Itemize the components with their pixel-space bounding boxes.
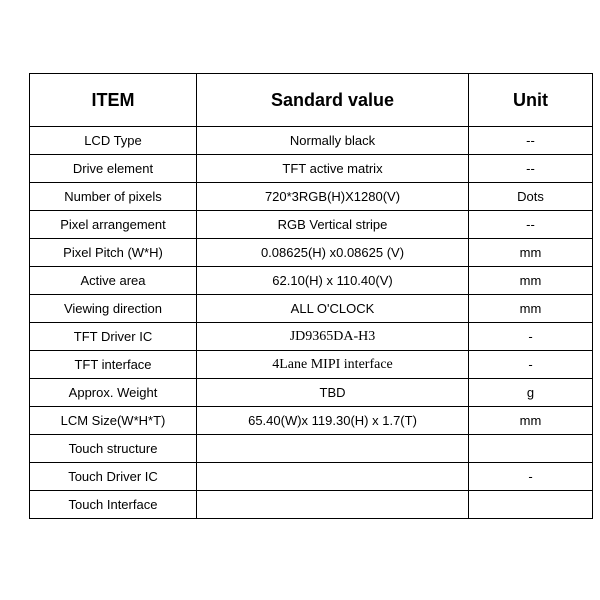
header-unit: Unit bbox=[469, 74, 593, 127]
table-row bbox=[30, 183, 593, 211]
row-unit bbox=[469, 435, 593, 463]
row-item: LCM Size(W*H*T) bbox=[30, 407, 197, 435]
table-row bbox=[30, 491, 593, 519]
row-value: ALL O'CLOCK bbox=[197, 295, 469, 323]
header-item: ITEM bbox=[30, 74, 197, 127]
row-unit: mm bbox=[469, 407, 593, 435]
row-value: JD9365DA-H3 bbox=[197, 323, 469, 351]
row-value bbox=[197, 491, 469, 519]
row-value bbox=[197, 463, 469, 491]
row-unit: - bbox=[469, 351, 593, 379]
row-unit: mm bbox=[469, 295, 593, 323]
header-value: Sandard value bbox=[197, 74, 469, 127]
row-unit: g bbox=[469, 379, 593, 407]
row-item: TFT interface bbox=[30, 351, 197, 379]
row-unit: Dots bbox=[469, 183, 593, 211]
row-item: Active area bbox=[30, 267, 197, 295]
row-item: Touch Driver IC bbox=[30, 463, 197, 491]
row-value: TBD bbox=[197, 379, 469, 407]
row-value: Normally black bbox=[197, 127, 469, 155]
table-row bbox=[30, 155, 593, 183]
row-unit: mm bbox=[469, 239, 593, 267]
row-unit: -- bbox=[469, 155, 593, 183]
row-value: RGB Vertical stripe bbox=[197, 211, 469, 239]
spec-table bbox=[29, 73, 593, 519]
row-item: LCD Type bbox=[30, 127, 197, 155]
header-row bbox=[30, 74, 593, 127]
table-row bbox=[30, 211, 593, 239]
row-value: 4Lane MIPI interface bbox=[197, 351, 469, 379]
row-value: 65.40(W)x 119.30(H) x 1.7(T) bbox=[197, 407, 469, 435]
row-unit: -- bbox=[469, 127, 593, 155]
row-value: 720*3RGB(H)X1280(V) bbox=[197, 183, 469, 211]
row-item: Pixel arrangement bbox=[30, 211, 197, 239]
row-item: Number of pixels bbox=[30, 183, 197, 211]
row-item: Drive element bbox=[30, 155, 197, 183]
row-item: Touch structure bbox=[30, 435, 197, 463]
table-row bbox=[30, 295, 593, 323]
row-unit bbox=[469, 491, 593, 519]
row-value: TFT active matrix bbox=[197, 155, 469, 183]
row-value: 0.08625(H) x0.08625 (V) bbox=[197, 239, 469, 267]
table-row bbox=[30, 323, 593, 351]
row-item: TFT Driver IC bbox=[30, 323, 197, 351]
row-value bbox=[197, 435, 469, 463]
row-item: Touch Interface bbox=[30, 491, 197, 519]
row-unit: mm bbox=[469, 267, 593, 295]
table-row bbox=[30, 267, 593, 295]
table-row bbox=[30, 351, 593, 379]
row-item: Pixel Pitch (W*H) bbox=[30, 239, 197, 267]
row-value: 62.10(H) x 110.40(V) bbox=[197, 267, 469, 295]
table-row bbox=[30, 407, 593, 435]
row-item: Viewing direction bbox=[30, 295, 197, 323]
table-row bbox=[30, 435, 593, 463]
row-unit: -- bbox=[469, 211, 593, 239]
row-unit: - bbox=[469, 323, 593, 351]
table-row bbox=[30, 379, 593, 407]
table-row bbox=[30, 239, 593, 267]
table-row bbox=[30, 463, 593, 491]
table-row bbox=[30, 127, 593, 155]
row-unit: - bbox=[469, 463, 593, 491]
row-item: Approx. Weight bbox=[30, 379, 197, 407]
